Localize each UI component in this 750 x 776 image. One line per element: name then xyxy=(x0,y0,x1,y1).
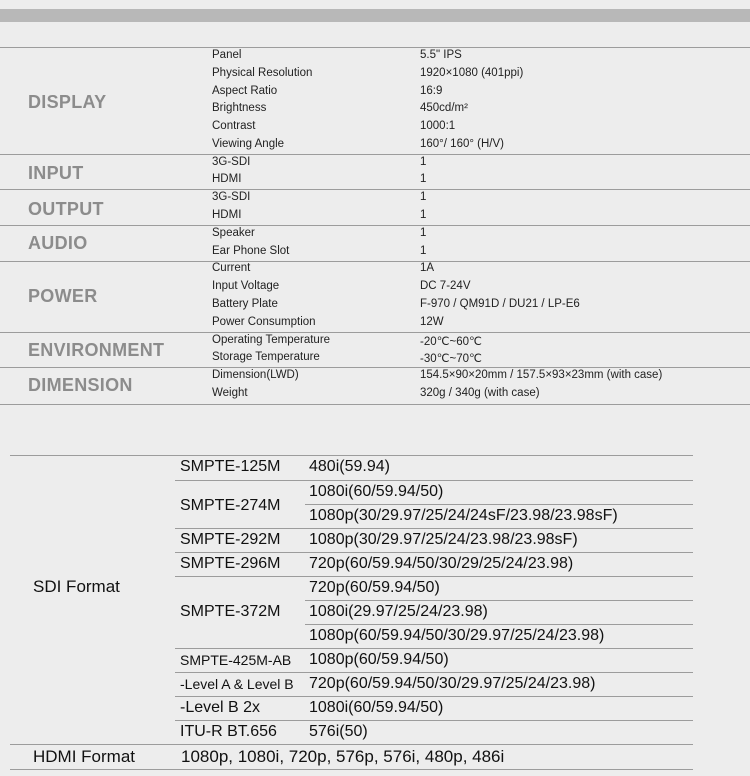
format-value: 720p(60/59.94/50/30/29.97/25/24/23.98) xyxy=(309,675,596,692)
divider xyxy=(305,624,693,625)
spec-label: 3G-SDI xyxy=(212,156,251,168)
divider xyxy=(175,696,693,697)
standard-label: SMPTE-125M xyxy=(180,458,281,475)
spec-value: 320g / 340g (with case) xyxy=(420,387,540,399)
divider xyxy=(175,576,693,577)
top-bar xyxy=(0,9,750,22)
spec-value: 160°/ 160° (H/V) xyxy=(420,138,504,150)
spec-label: HDMI xyxy=(212,209,242,221)
category-power: POWER xyxy=(28,286,98,306)
format-value: 1080i(29.97/25/24/23.98) xyxy=(309,603,488,620)
spec-label: Ear Phone Slot xyxy=(212,245,290,257)
divider xyxy=(305,600,693,601)
format-value: 1080p(30/29.97/25/24/24sF/23.98/23.98sF) xyxy=(309,507,618,524)
standard-label: SMPTE-296M xyxy=(180,555,281,572)
spec-value: -20℃~60℃ xyxy=(420,336,482,348)
spec-label: Operating Temperature xyxy=(212,334,331,346)
divider xyxy=(0,189,750,190)
divider xyxy=(0,367,750,368)
divider xyxy=(175,672,693,673)
standard-label: ITU-R BT.656 xyxy=(180,723,277,740)
spec-value: 1 xyxy=(420,227,427,239)
spec-label: Panel xyxy=(212,49,242,61)
hdmi-format-label: HDMI Format xyxy=(33,747,135,766)
spec-label: Dimension(LWD) xyxy=(212,369,299,381)
divider xyxy=(305,504,693,505)
divider xyxy=(0,47,750,48)
spec-label: Power Consumption xyxy=(212,316,316,328)
spec-label: Brightness xyxy=(212,102,267,114)
spec-value: 1 xyxy=(420,209,427,221)
spec-label: Viewing Angle xyxy=(212,138,285,150)
divider xyxy=(175,480,693,481)
category-output: OUTPUT xyxy=(28,199,104,219)
category-dimension: DIMENSION xyxy=(28,375,133,395)
divider xyxy=(175,552,693,553)
divider xyxy=(0,261,750,262)
standard-label: SMPTE-372M xyxy=(180,603,281,620)
spec-value: 1 xyxy=(420,191,427,203)
spec-value: F-970 / QM91D / DU21 / LP-E6 xyxy=(420,298,580,310)
divider xyxy=(10,455,693,456)
spec-value: 5.5" IPS xyxy=(420,49,462,61)
spec-label: Contrast xyxy=(212,120,256,132)
divider xyxy=(175,720,693,721)
spec-value: DC 7-24V xyxy=(420,280,471,292)
spec-label: Current xyxy=(212,262,251,274)
spec-value: 12W xyxy=(420,316,444,328)
spec-value: -30℃~70℃ xyxy=(420,353,482,365)
format-value: 720p(60/59.94/50) xyxy=(309,579,440,596)
spec-label: Storage Temperature xyxy=(212,351,320,363)
divider xyxy=(0,332,750,333)
standard-label: SMPTE-292M xyxy=(180,531,281,548)
divider xyxy=(10,744,693,745)
standard-label: SMPTE-274M xyxy=(180,497,281,514)
category-display: DISPLAY xyxy=(28,92,107,112)
spec-value: 1A xyxy=(420,262,435,274)
format-value: 576i(50) xyxy=(309,723,368,740)
divider xyxy=(0,225,750,226)
spec-value: 1 xyxy=(420,156,427,168)
spec-label: Weight xyxy=(212,387,248,399)
spec-value: 1 xyxy=(420,173,427,185)
spec-value: 1000:1 xyxy=(420,120,456,132)
divider xyxy=(175,648,693,649)
format-value: 720p(60/59.94/50/30/29/25/24/23.98) xyxy=(309,555,574,572)
spec-value: 1 xyxy=(420,245,427,257)
spec-label: Aspect Ratio xyxy=(212,85,278,97)
spec-value: 16:9 xyxy=(420,85,443,97)
category-audio: AUDIO xyxy=(28,233,88,253)
spec-value: 154.5×90×20mm / 157.5×93×23mm (with case) xyxy=(420,369,663,381)
format-value: 1080i(60/59.94/50) xyxy=(309,699,444,716)
spec-label: Battery Plate xyxy=(212,298,278,310)
divider xyxy=(175,528,693,529)
hdmi-format-value: 1080p, 1080i, 720p, 576p, 576i, 480p, 486i xyxy=(181,747,505,766)
category-input: INPUT xyxy=(28,163,84,183)
divider xyxy=(0,154,750,155)
format-value: 1080p(60/59.94/50) xyxy=(309,651,449,668)
standard-label: -Level A & Level B xyxy=(180,676,294,692)
spec-label: Input Voltage xyxy=(212,280,280,292)
format-value: 1080p(30/29.97/25/24/23.98/23.98sF) xyxy=(309,531,578,548)
sdi-format-label: SDI Format xyxy=(33,577,120,596)
spec-value: 1920×1080 (401ppi) xyxy=(420,67,524,79)
spec-label: Physical Resolution xyxy=(212,67,313,79)
spec-label: HDMI xyxy=(212,173,242,185)
format-value: 480i(59.94) xyxy=(309,458,390,475)
spec-value: 450cd/m² xyxy=(420,102,468,114)
divider xyxy=(0,404,750,405)
spec-label: Speaker xyxy=(212,227,255,239)
divider xyxy=(10,769,693,770)
standard-label: -Level B 2x xyxy=(180,699,261,716)
category-environment: ENVIRONMENT xyxy=(28,340,165,360)
format-value: 1080i(60/59.94/50) xyxy=(309,483,444,500)
format-value: 1080p(60/59.94/50/30/29.97/25/24/23.98) xyxy=(309,627,605,644)
spec-label: 3G-SDI xyxy=(212,191,251,203)
standard-label: SMPTE-425M-AB xyxy=(180,652,292,668)
